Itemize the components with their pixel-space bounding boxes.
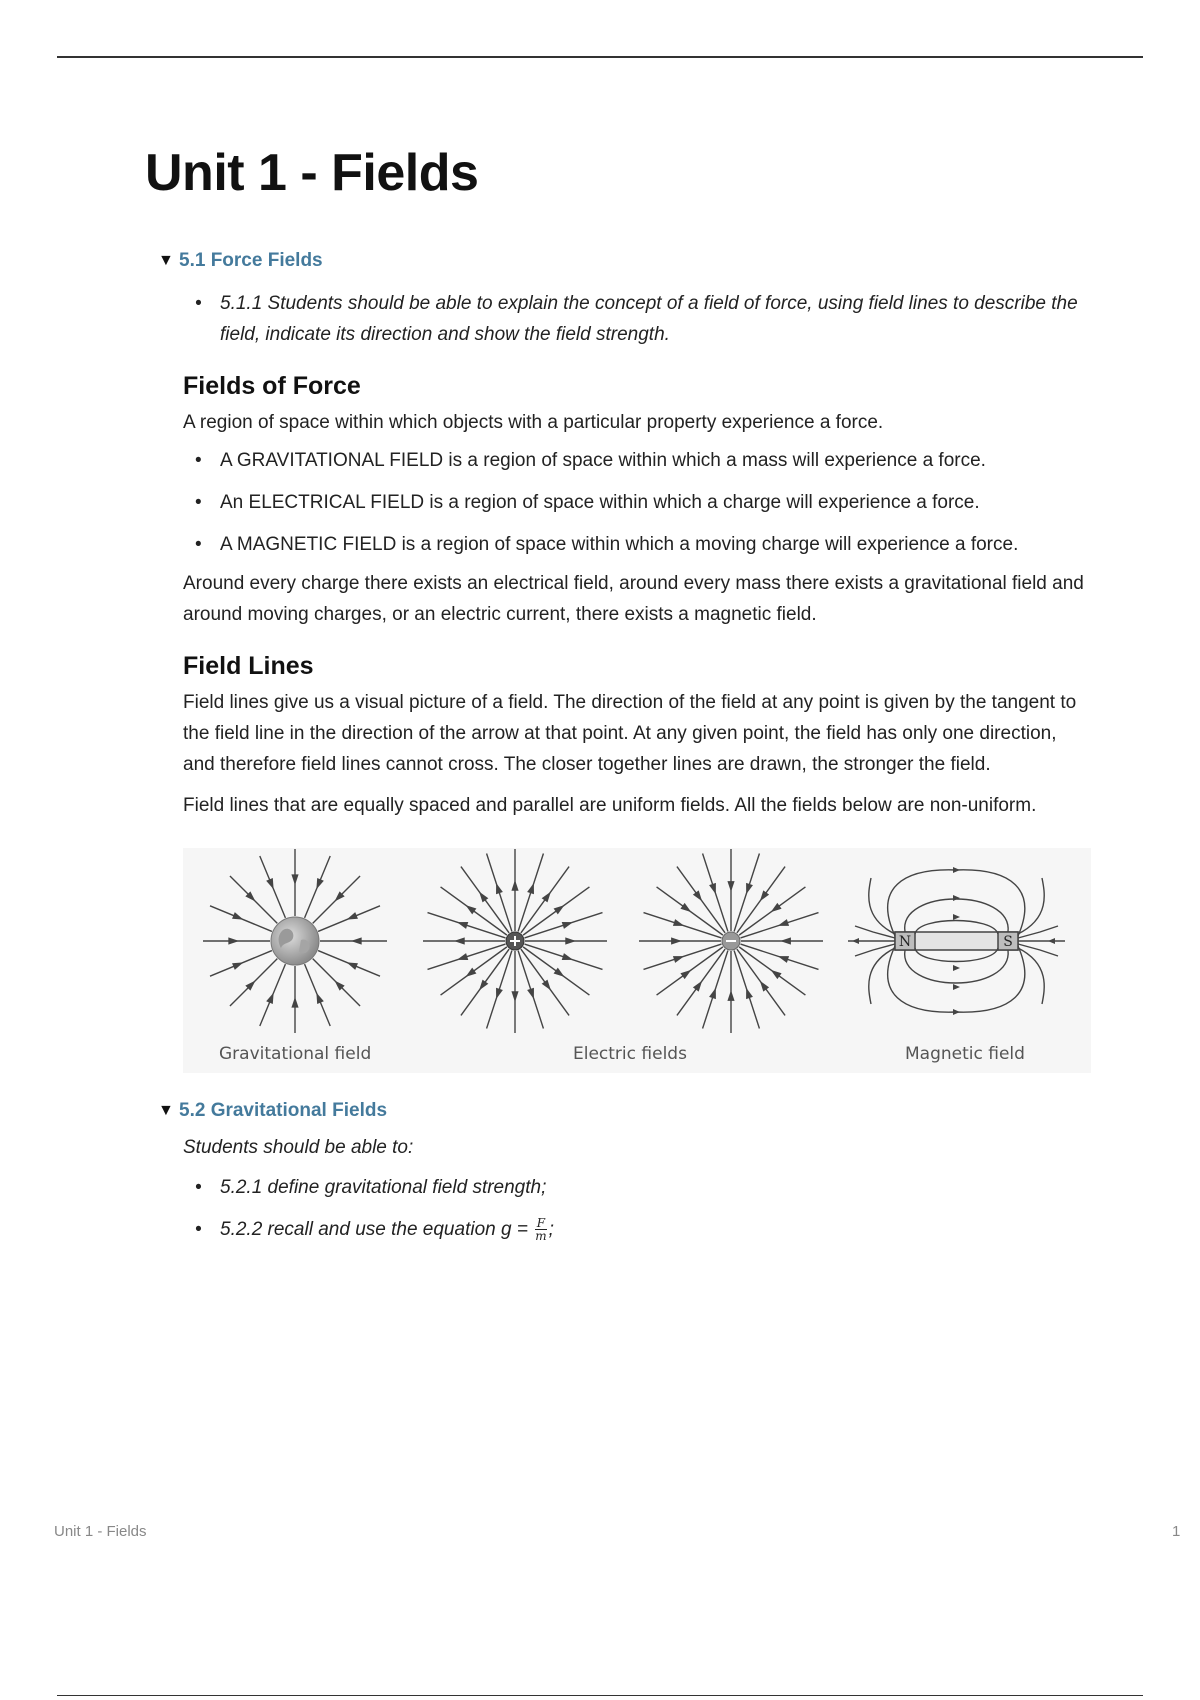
equation-end: ;: [548, 1219, 554, 1240]
caption-magnetic: Magnetic field: [905, 1044, 1025, 1064]
bottom-rule: [57, 1695, 1143, 1696]
arrowhead: [760, 890, 769, 901]
section-5-2-body: [183, 1132, 1088, 1245]
earth-icon: [271, 917, 319, 965]
arrowhead: [457, 922, 468, 929]
caption-electric: Electric fields: [573, 1044, 687, 1064]
arrowhead: [778, 956, 789, 963]
section-5-1-body: [183, 288, 1088, 1073]
list-item: • An ELECTRICAL FIELD is a region of space within which a charge will experience a force.: [183, 487, 1088, 518]
arrowhead: [554, 905, 565, 914]
arrowhead: [693, 981, 702, 992]
arrowhead: [953, 965, 960, 971]
equation-text: 5.2.2 recall and use the equation g =: [220, 1219, 534, 1240]
arrowhead: [351, 937, 362, 944]
arrowhead: [316, 993, 323, 1004]
arrowhead: [466, 968, 477, 977]
north-pole-label: N: [898, 934, 912, 950]
objective-list: [183, 288, 1088, 350]
objective-item: • 5.1.1 Students should be able to explain the concept of a field of force, using field lines to describe the field, indicate its direction and show the field strength.: [183, 288, 1088, 350]
list-item: • 5.2.1 define gravitational field strength;: [183, 1172, 1088, 1203]
arrowhead: [554, 968, 565, 977]
gravitational-field-figure: [203, 849, 387, 1033]
fraction-denominator: m: [535, 1229, 547, 1244]
arrowhead: [232, 912, 243, 919]
arrowhead: [527, 988, 534, 999]
list-item: [183, 1214, 1088, 1245]
arrowhead: [479, 980, 488, 991]
arrowhead: [266, 993, 273, 1004]
arrowhead: [671, 937, 682, 944]
content: [158, 250, 1088, 1245]
arrowhead: [266, 878, 273, 889]
arrowhead: [565, 937, 576, 944]
negative-charge-field-figure: [639, 849, 823, 1033]
triangle-down-icon[interactable]: ▼: [158, 1102, 174, 1119]
arrowhead: [953, 914, 960, 920]
arrowhead: [316, 878, 323, 889]
objective-list: [183, 1172, 1088, 1245]
field-line: [855, 926, 895, 938]
arrowhead: [496, 883, 503, 894]
south-pole-label: S: [1003, 934, 1013, 950]
footer-page-number: 1: [1172, 1523, 1181, 1540]
field-diagram: [183, 848, 1091, 1073]
field-line: [1018, 944, 1058, 956]
arrowhead: [746, 883, 753, 894]
heading-field-lines: Field Lines: [183, 652, 314, 680]
arrowhead: [466, 905, 477, 914]
arrowhead: [562, 922, 573, 929]
arrowhead: [727, 881, 734, 892]
arrowhead: [673, 956, 684, 963]
top-rule: [57, 56, 1143, 58]
arrowhead: [709, 883, 716, 894]
footer-title: Unit 1 - Fields: [54, 1523, 147, 1540]
magnetic-field-figure: [848, 867, 1065, 1015]
list-item: • A GRAVITATIONAL FIELD is a region of space within which a mass will experience a force.: [183, 445, 1088, 476]
toggle-section-5-2[interactable]: [158, 1100, 1088, 1122]
arrowhead: [347, 962, 358, 969]
field-line: [1018, 926, 1058, 938]
arrowhead: [693, 890, 702, 901]
arrowhead: [771, 903, 782, 912]
arrowhead: [953, 895, 960, 901]
heading-fields-of-force: Fields of Force: [183, 372, 361, 400]
arrowhead: [778, 919, 789, 926]
arrowhead: [673, 919, 684, 926]
fields-of-force-intro: A region of space within which objects with a particular property experience a force.: [183, 412, 884, 433]
arrowhead: [511, 880, 518, 891]
positive-charge-field-figure: [423, 849, 607, 1033]
arrowhead: [542, 892, 551, 903]
arrowhead: [457, 953, 468, 960]
arrowhead: [527, 883, 534, 894]
arrowhead: [780, 937, 791, 944]
arrowhead: [454, 937, 465, 944]
arrowhead: [496, 988, 503, 999]
arrowhead: [347, 912, 358, 919]
field-line: [855, 944, 895, 956]
arrowhead: [953, 867, 960, 873]
triangle-down-icon[interactable]: ▼: [158, 252, 174, 269]
arrowhead: [1048, 938, 1055, 944]
field-types-list: [183, 445, 1088, 560]
field-diagram-svg: [183, 848, 1091, 1073]
field-line: [888, 870, 1025, 936]
page-title: Unit 1 - Fields: [145, 144, 479, 202]
toggle-label[interactable]: 5.2 Gravitational Fields: [179, 1100, 388, 1121]
arrowhead: [760, 981, 769, 992]
arrowhead: [680, 970, 691, 979]
arrowhead: [511, 991, 518, 1002]
arrowhead: [953, 1009, 960, 1015]
arrowhead: [680, 903, 691, 912]
arrowhead: [727, 990, 734, 1001]
positive-charge-icon: [506, 932, 524, 950]
arrowhead: [953, 984, 960, 990]
field-line: [888, 946, 1025, 1012]
arrowhead: [852, 938, 859, 944]
arrowhead: [291, 997, 298, 1008]
field-lines-para-2: Field lines that are equally spaced and parallel are uniform fields. All the fields below are non-uniform.: [183, 795, 1037, 816]
caption-gravitational: Gravitational field: [219, 1044, 372, 1064]
arrowhead: [479, 892, 488, 903]
arrowhead: [709, 988, 716, 999]
arrowhead: [232, 962, 243, 969]
negative-charge-icon: [722, 932, 740, 950]
list-item: • A MAGNETIC FIELD is a region of space within which a moving charge will experience a force.: [183, 529, 1088, 560]
equation-fraction: [535, 1217, 546, 1242]
arrowhead: [562, 953, 573, 960]
arrowhead: [771, 970, 782, 979]
toggle-section-5-1[interactable]: [158, 250, 1088, 272]
fields-summary: Around every charge there exists an electrical field, around every mass there exists a gravitational field and around moving charges, or an electric current, there exists a magnetic field.: [183, 573, 1084, 625]
toggle-label[interactable]: 5.1 Force Fields: [179, 250, 323, 271]
section-5-2-intro: Students should be able to:: [183, 1137, 414, 1158]
arrowhead: [746, 988, 753, 999]
arrowhead: [542, 980, 551, 991]
arrowhead: [291, 874, 298, 885]
field-lines-para-1: Field lines give us a visual picture of a field. The direction of the field at any point is given by the tangent to the field line in the direction of the arrow at that point. At any given point, the field has only one direction, and therefore field lines cannot cross. The closer together lines are drawn, the stronger the field.: [183, 692, 1077, 775]
arrowhead: [228, 937, 239, 944]
fraction-numerator: F: [536, 1216, 546, 1231]
